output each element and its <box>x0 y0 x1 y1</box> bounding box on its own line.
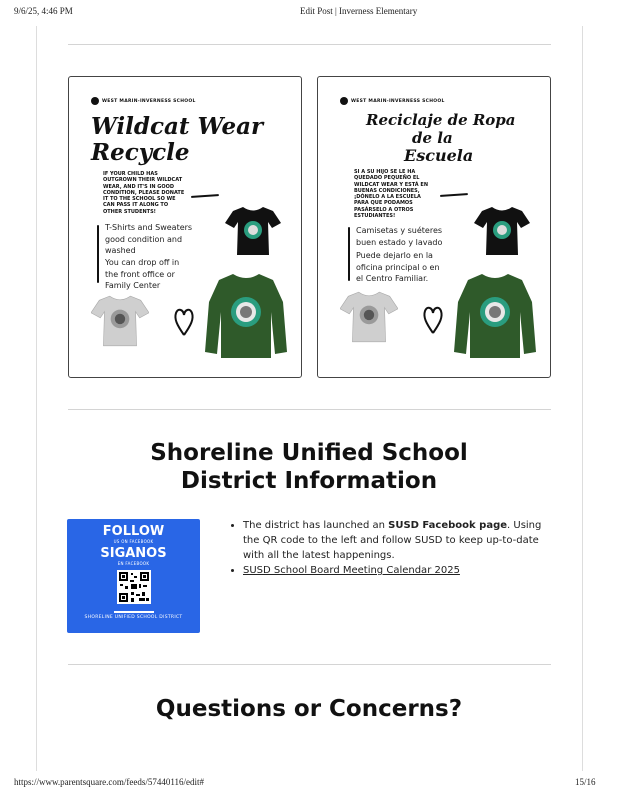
questions-heading: Questions or Concerns? <box>155 696 463 722</box>
decorative-bar <box>97 225 99 283</box>
black-tshirt-icon <box>474 205 530 257</box>
flyer-body-1: T-Shirts and Sweaters good condition and washed <box>105 223 193 256</box>
decorative-dash <box>440 193 468 197</box>
facebook-page-emphasis: SUSD Facebook page <box>388 520 508 531</box>
divider <box>68 409 551 410</box>
follow-text: FOLLOW <box>102 524 165 539</box>
flyer-title-line2: de la <box>412 129 453 147</box>
flyer-caps-text: IF YOUR CHILD HAS OUTGROWN THEIR WILDCAT WEAR, AND IT'S IN GOOD CONDITION, PLEASE DONATE IT TO THE SCHOOL SO WE CAN PASS IT ALONG TO OTHER STUDENTS! <box>103 171 185 215</box>
page-border-left <box>36 26 37 771</box>
list-item: • The district has launched an SUSD Facebook page. Using the QR code to the left and follow SUSD to keep up-to-date with all the latest happenings. <box>243 518 559 563</box>
flyer-body-2: You can drop off in the front office or Family Center <box>105 258 180 291</box>
school-label: WEST MARIN-INVERNESS SCHOOL <box>340 97 445 105</box>
black-tshirt-icon <box>225 205 281 257</box>
flyer-title-line1: Wildcat Wear <box>91 113 264 140</box>
on-facebook-text: US ON FACEBOOK <box>113 539 154 544</box>
flyer-caps-text: SI A SU HIJO SE LE HA QUEDADO PEQUEÑO EL WILDCAT WEAR Y ESTÁ EN BUENAS CONDICIONES, ¡DÓNELO A LA ESCUELA PARA QUE PODAMOS PASÁRSELO A OTROS ESTUDIANTES! <box>354 169 429 219</box>
decorative-bar <box>348 227 350 281</box>
print-url: https://www.parentsquare.com/feeds/57440116/edit# <box>14 777 205 787</box>
siganos-text: SIGANOS <box>100 546 167 561</box>
divider <box>68 44 551 45</box>
heart-doodle-icon <box>422 305 444 335</box>
district-heading: Shoreline Unified School District Information <box>150 440 468 494</box>
green-sweater-icon <box>205 272 287 360</box>
en-facebook-text: EN FACEBOOK <box>117 561 150 566</box>
school-logo-icon <box>340 97 348 105</box>
heart-doodle-icon <box>173 307 195 337</box>
green-sweater-icon <box>454 272 536 360</box>
flyer-body-2: Puede dejarlo en la oficina principal o en el Centro Familiar. <box>356 251 440 284</box>
divider <box>68 664 551 665</box>
facebook-follow-graphic <box>67 519 200 633</box>
flyer-spanish <box>317 76 551 378</box>
print-datetime: 9/6/25, 4:46 PM <box>14 6 73 16</box>
gray-tshirt-icon <box>340 290 398 344</box>
flyer-english <box>68 76 302 378</box>
flyer-title-line1: Reciclaje de Ropa <box>366 111 516 129</box>
separator-line <box>114 611 154 613</box>
page-border-right <box>582 26 583 771</box>
flyer-title-line3: Escuela <box>404 146 474 165</box>
gray-tshirt-icon <box>91 294 149 348</box>
page-number: 15/16 <box>575 777 596 787</box>
school-label: WEST MARIN-INVERNESS SCHOOL <box>91 97 196 105</box>
district-bullets <box>229 518 559 578</box>
print-title: Edit Post | Inverness Elementary <box>300 6 418 16</box>
district-name-text: SHORELINE UNIFIED SCHOOL DISTRICT <box>84 615 183 620</box>
school-logo-icon <box>91 97 99 105</box>
flyer-title-line2: Recycle <box>91 139 190 166</box>
board-calendar-link[interactable]: SUSD School Board Meeting Calendar 2025 <box>243 565 460 576</box>
list-item <box>243 563 559 578</box>
flyer-body-1: Camisetas y suéteres buen estado y lavado <box>356 226 443 247</box>
qr-code-icon <box>117 570 151 604</box>
decorative-dash <box>191 194 219 198</box>
